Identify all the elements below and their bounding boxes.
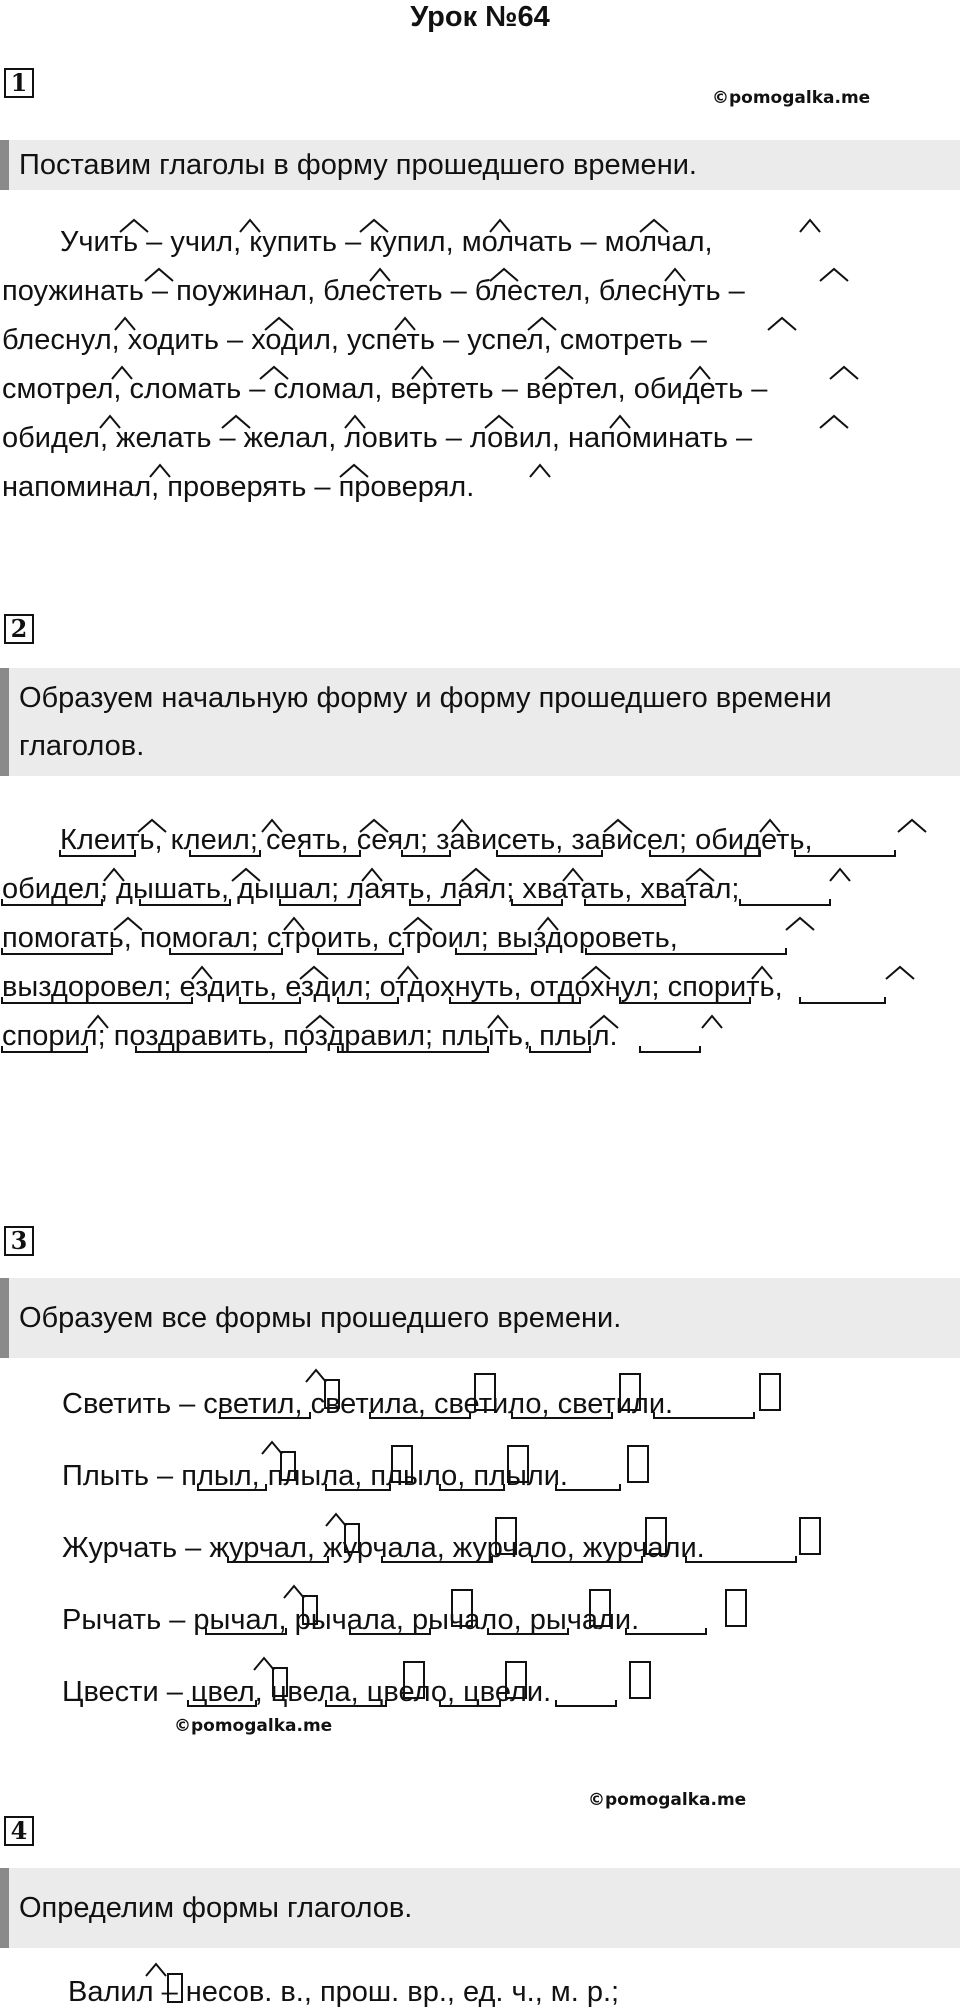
task-1-line: обидел, желать – желал, ловить – ловил, напоминать – [2, 422, 753, 454]
morpheme-marks-4 [0, 1956, 960, 2006]
task-4-heading: Определим формы глаголов. [0, 1868, 960, 1948]
task-1-line: Учить – учил, купить – купил, молчать – молчал, [60, 226, 713, 258]
task-number-4: 4 [4, 1816, 34, 1846]
task-3-row: Рычать – рычал, рычала, рычало, рычали. [62, 1604, 640, 1636]
task-3-row: Цвести – цвел, цвела, цвело, цвели. [62, 1676, 552, 1708]
task-number-2: 2 [4, 614, 34, 644]
morpheme-marks-2 [0, 800, 960, 1060]
task-3-row: Светить – светил, светила, светило, светили. [62, 1388, 674, 1420]
watermark: ©pomogalka.me [588, 1790, 747, 1810]
task-2-line: спорил; поздравить, поздравил; плыть, плыл. [2, 1020, 618, 1052]
task-2-line: выздоровел; ездить, ездил; отдохнуть, отдохнул; спорить, [2, 971, 783, 1003]
task-1-heading: Поставим глаголы в форму прошедшего времени. [0, 140, 960, 190]
task-1-line: смотрел, сломать – сломал, вертеть – вертел, обидеть – [2, 373, 768, 405]
morpheme-marks-3 [0, 1360, 960, 1720]
watermark: ©pomogalka.me [174, 1716, 333, 1736]
task-4-row: Валил – несов. в., прош. вр., ед. ч., м. р.; [68, 1976, 620, 2008]
task-1-line: блеснул, ходить – ходил, успеть – успел, смотреть – [2, 324, 707, 356]
task-number-3: 3 [4, 1226, 34, 1256]
task-3-row: Журчать – журчал, журчала, журчало, журчали. [62, 1532, 705, 1564]
page-title: Урок №64 [410, 1, 550, 33]
suffix-arcs-1 [0, 200, 960, 500]
task-2-line: помогать, помогал; строить, строил; выздороветь, [2, 922, 678, 954]
task-2-heading: Образуем начальную форму и форму прошедшего времени глаголов. [0, 668, 960, 776]
task-1-line: поужинать – поужинал, блестеть – блестел, блеснуть – [2, 275, 745, 307]
watermark: ©pomogalka.me [712, 88, 871, 108]
task-1-line: напоминал, проверять – проверял. [2, 471, 475, 503]
task-3-row: Плыть – плыл, плыла, плыло, плыли. [62, 1460, 568, 1492]
task-2-line: обидел; дышать, дышал; лаять, лаял; хватать, хватал; [2, 873, 740, 905]
task-2-line: Клеить, клеил; сеять, сеял; зависеть, зависел; обидеть, [60, 824, 813, 856]
task-number-1: 1 [4, 68, 34, 98]
task-3-heading: Образуем все формы прошедшего времени. [0, 1278, 960, 1358]
